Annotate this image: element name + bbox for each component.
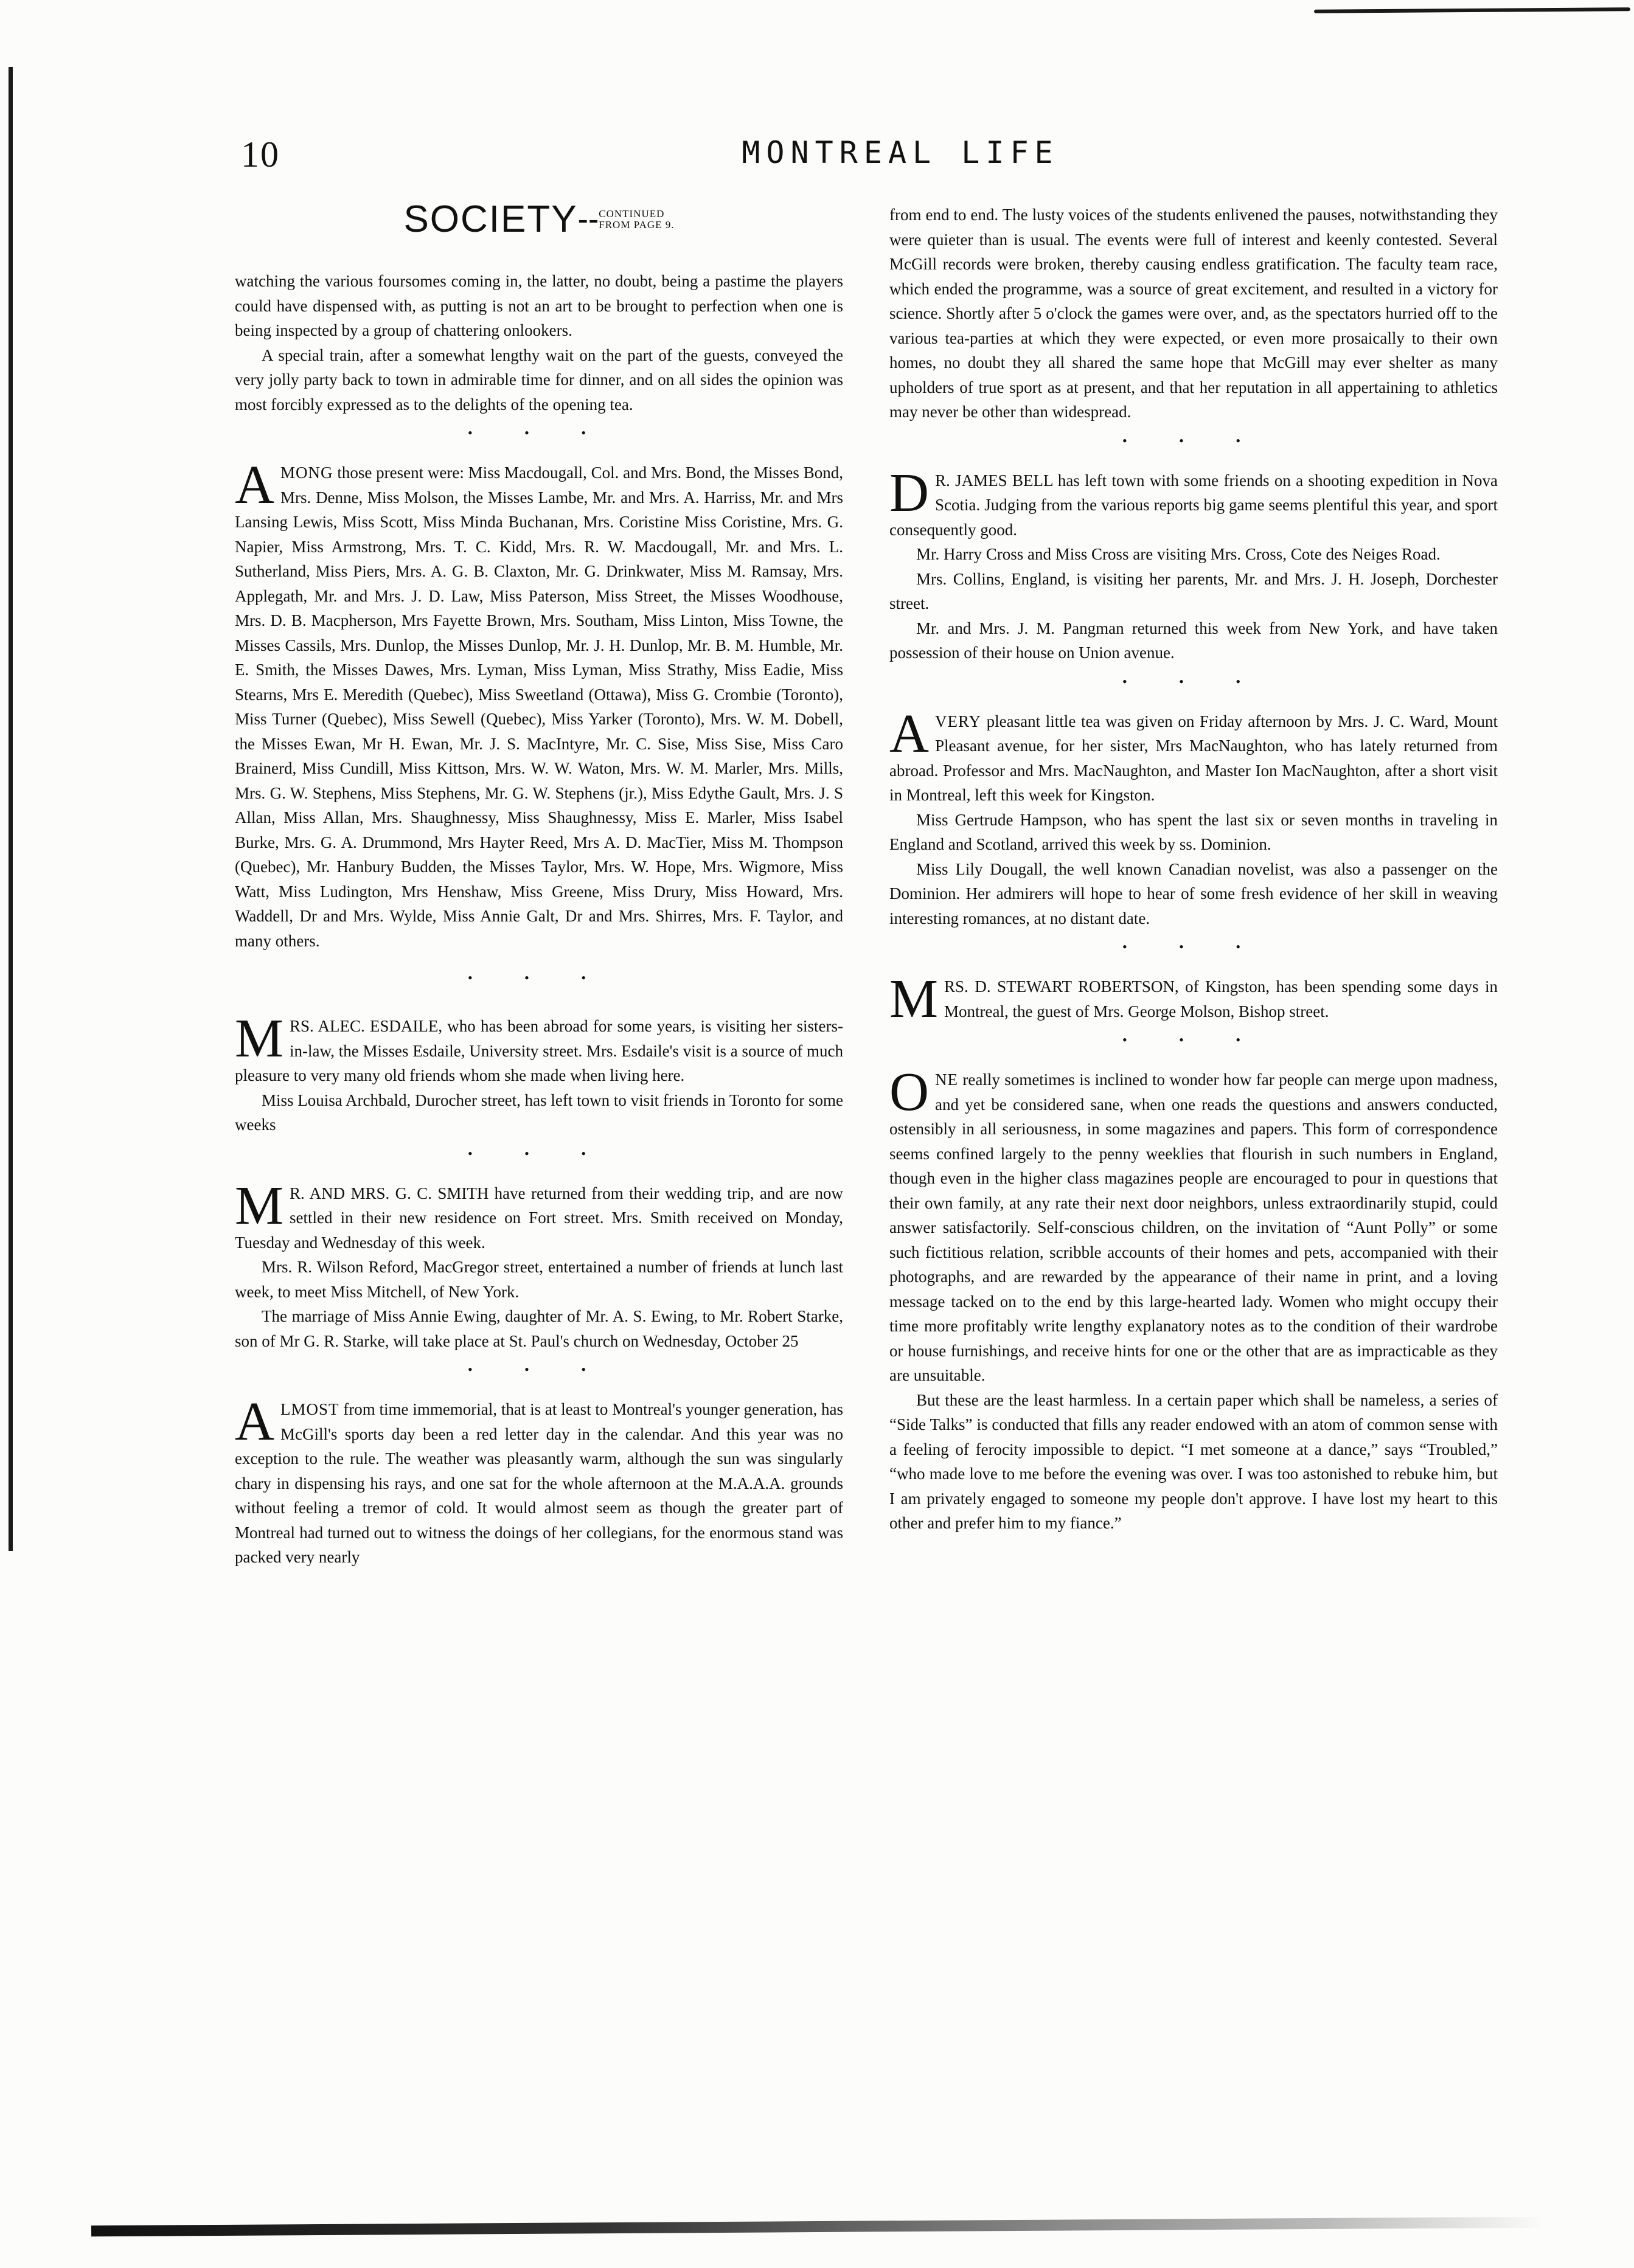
bell-paragraph bbox=[889, 462, 1498, 543]
among-paragraph bbox=[235, 455, 843, 953]
drop-cap: M bbox=[889, 969, 939, 1029]
pangman-paragraph: Mr. and Mrs. J. M. Pangman returned this week from New York, and have taken possession of their house on Union avenue. bbox=[889, 619, 1498, 662]
tea-paragraph bbox=[889, 703, 1498, 808]
drop-cap: D bbox=[889, 462, 929, 523]
sports-continued-paragraph: from end to end. The lusty voices of the students enlivened the pauses, notwithstanding they were quieter than is usual. The events were full of interest and keenly contested. Several McGill records were broken, thereby causing endless gratification. The faculty team race, which ended the programme, was a source of great excitement, and resulted in a victory for science. Shortly after 5 o'clock the games were over, and, as the spectators hurried off to the various tea-parties at which they were expected, or even more prosaically to their own homes, no doubt they all shared the same hope that McGill may ever shelter as many upholders of true sport as at present, and that her reputation in all appertaining to athletics may never be other than widespread. bbox=[889, 206, 1498, 421]
separator-dots: • • • bbox=[467, 425, 611, 440]
dougall-paragraph: Miss Lily Dougall, the well known Canadian novelist, was also a passenger on the Dominion. Her admirers will hope to hear of some fresh evidence of her skill in weaving interesting romances, at no distant date. bbox=[889, 859, 1498, 928]
lead-in: R. JAMES BELL bbox=[935, 471, 1053, 490]
lead-in: MONG bbox=[280, 463, 333, 482]
separator-dots: • • • bbox=[1122, 1032, 1265, 1047]
lead-in: LMOST bbox=[280, 1400, 339, 1418]
robertson-paragraph bbox=[889, 969, 1498, 1029]
correspondence-paragraph bbox=[889, 1062, 1498, 1388]
society-title: SOCIETY bbox=[403, 198, 578, 240]
golf-paragraph: watching the various foursomes coming in, the latter, no doubt, being a pastime the players could have dispensed with, as putting is not an art to be brought to perfection when one is being inspected by a group of chattering onlookers. bbox=[235, 272, 843, 339]
paragraph-body: those present were: Miss Macdougall, Col. and Mrs. Bond, the Misses Bond, Mrs. Denne, Miss Molson, the Misses Lambe, Mr. and Mrs. A. Harriss, Mr. and Mrs Lansing Lewis, Miss Scott, Miss Minda Buchanan, Mrs. Coristine Miss Coristine, Mrs. G. Napier, Miss Armstrong, Mrs. T. C. Kidd, Mrs. R. W. Macdougall, Mr. and Mrs. L. Sutherland, Miss Piers, Mrs. A. G. B. Claxton, Mr. G. Drinkwater, Miss M. Ramsay, Mrs. Applegath, Mr. and Mrs. J. D. Law, Miss Paterson, Miss Street, the Misses Woodhouse, Mrs. D. B. Macpherson, Mrs Fayette Brown, Mrs. Southam, Miss Linton, Miss Towne, the Misses Cassils, Mrs. Dunlop, the Misses Dunlop, Mr. J. H. Dunlop, Mr. B. M. Humble, Mr. E. Smith, the Misses Dawes, Mrs. Lyman, Miss Lyman, Miss Strathy, Miss Eadie, Miss Stearns, Mrs E. Meredith (Quebec), Miss Sweetland (Ottawa), Miss G. Crombie (Toronto), Miss Turner (Quebec), Miss Sewell (Quebec), Miss Yarker (Toronto), Mrs. W. M. Dobell, the Misses Ewan, Mr H. Ewan, Mr. J. S. MacIntyre, Mr. C. Sise, Miss Sise, Miss Caro Brainerd, Miss Cundill, Miss Kittson, Mrs. W. W. Waton, Mrs. W. M. Marler, Mrs. Mills, Mrs. G. W. Stephens, Miss Stephens, Mr. G. W. Stephens (jr.), Miss Edythe Gault, Mrs. J. S Allan, Miss Allan, Mrs. Shaughnessy, Miss Shaughnessy, Miss E. Marler, Miss Isabel Burke, Mrs. G. A. Drummond, Mrs Hayter Reed, Mrs A. D. MacTier, Miss M. Thompson (Quebec), Mr. Hanbury Budden, the Misses Taylor, Mrs. W. Hope, Mrs. Wigmore, Miss Watt, Miss Ludington, Mrs Henshaw, Miss Greene, Miss Drury, Miss Howard, Mrs. Waddell, Dr and Mrs. Wylde, Miss Annie Galt, Dr and Mrs. Shirres, Mrs. F. Taylor, and many others. bbox=[235, 463, 843, 950]
lead-in: RS. D. STEWART ROBERTSON, bbox=[944, 977, 1179, 996]
separator-dots: • • • bbox=[467, 970, 611, 985]
scan-artifact-top bbox=[1314, 7, 1630, 13]
separator-dots: • • • bbox=[467, 1145, 611, 1161]
drop-cap: A bbox=[235, 1392, 274, 1452]
society-heading bbox=[235, 198, 843, 240]
running-head: MONTREAL LIFE bbox=[742, 135, 1059, 170]
society-dash: -- bbox=[577, 202, 599, 237]
separator-dots: • • • bbox=[467, 1362, 611, 1377]
esdaile-paragraph bbox=[235, 1008, 843, 1088]
sports-day-paragraph bbox=[235, 1392, 843, 1570]
scan-artifact-left bbox=[9, 67, 13, 1551]
separator-dots: • • • bbox=[1122, 673, 1265, 689]
right-column bbox=[889, 203, 1498, 1536]
drop-cap: A bbox=[235, 455, 274, 515]
drop-cap: O bbox=[889, 1062, 929, 1122]
hampson-paragraph: Miss Gertrude Hampson, who has spent the last six or seven months in traveling in England and Scotland, arrived this week by ss. Dominion. bbox=[889, 810, 1498, 853]
paragraph-body: really sometimes is inclined to wonder how far people can merge upon madness, and yet be considered sane, when one reads the questions and answers conducted, ostensibly in all seriousness, in some magazines and papers. This form of correspondence seems confined largely to the penny weeklies that flourish in such numbers in England, though even in the higher class magazines people are encouraged to pour in questions that their own family, at any rate their next door neighbors, unless extraordinarily stupid, could answer satisfactorily. Self-conscious children, on the invitation of “Aunt Polly” or some such fictitious relation, scribble accounts of their homes and pets, accompanied with their photographs, and are rewarded by the appearance of their name in print, and a loving message tacked on to the end by this large-hearted lady. Women who might occupy their time more profitably write lengthy explanatory notes as to the condition of their wardrobe or house furnishings, and receive hints for one or the other that are as impracticable as they are unsuitable. bbox=[889, 1070, 1498, 1384]
lead-in: R. AND MRS. G. C. SMITH bbox=[290, 1184, 489, 1202]
paragraph-body: who has been abroad for some years, is visiting her sisters-in-law, the Misses Esdaile, University street. Mrs. Esdaile's visit is a source of much pleasure to very many old friends whom she made when living here. bbox=[235, 1017, 843, 1084]
paragraph-body: from time immemorial, that is at least to Montreal's younger generation, has McGill's sports day been a red letter day in the calendar. And this year was no exception to the rule. The weather was pleasantly warm, although the sun was singularly chary in dispensing his rays, and one sat for the whole afternoon at the M.A.A.A. grounds without feeling a tremor of cold. It would almost seem as though the greater part of Montreal had turned out to witness the doings of her collegians, for the enormous stand was packed very nearly bbox=[235, 1400, 843, 1566]
continued-line: CONTINUED bbox=[599, 208, 665, 220]
continued-note bbox=[599, 209, 674, 231]
collins-paragraph: Mrs. Collins, England, is visiting her parents, Mr. and Mrs. J. H. Joseph, Dorchester street. bbox=[889, 569, 1498, 612]
side-talks-paragraph: But these are the least harmless. In a certain paper which shall be nameless, a series of “Side Talks” is conducted that fills any reader endowed with an atom of common sense with a feeling of ferocity impossible to depict. “I met someone at a dance,” says “Troubled,” “who made love to me before the evening was over. I was too astonished to rebuke him, but I am privately engaged to someone my people don't approve. I have lost my heart to this other and prefer him to my fiance.” bbox=[889, 1390, 1498, 1532]
separator-dots: • • • bbox=[1122, 432, 1265, 448]
lead-in: RS. ALEC. ESDAILE, bbox=[290, 1017, 443, 1035]
lead-in: VERY bbox=[935, 712, 982, 730]
paragraph-body: pleasant little tea was given on Friday afternoon by Mrs. J. C. Ward, Mount Pleasant avenue, for her sister, Mrs MacNaughton, who has lately returned from abroad. Professor and Mrs. MacNaughton, and Master Ion MacNaughton, after a short visit in Montreal, left this week for Kingston. bbox=[889, 712, 1498, 804]
left-column bbox=[235, 198, 843, 1570]
lead-in: NE bbox=[935, 1070, 958, 1089]
drop-cap: A bbox=[889, 703, 929, 764]
drop-cap: M bbox=[235, 1008, 284, 1069]
paragraph-body: of Kingston, has been spending some days in Montreal, the guest of Mrs. George Molson, Bishop street. bbox=[944, 977, 1498, 1021]
drop-cap: M bbox=[235, 1175, 284, 1236]
page-number: 10 bbox=[241, 134, 280, 175]
ewing-paragraph: The marriage of Miss Annie Ewing, daughter of Mr. A. S. Ewing, to Mr. Robert Starke, son of Mr G. R. Starke, will take place at St. Paul's church on Wednesday, October 25 bbox=[235, 1307, 843, 1350]
cross-paragraph: Mr. Harry Cross and Miss Cross are visiting Mrs. Cross, Cote des Neiges Road. bbox=[916, 545, 1441, 563]
paragraph-body: have returned from their wedding trip, and are now settled in their new residence on Fort street. Mrs. Smith received on Monday, Tuesday and Wednesday of this week. bbox=[235, 1184, 843, 1252]
from-page-line: FROM PAGE 9. bbox=[599, 219, 675, 231]
smith-paragraph bbox=[235, 1175, 843, 1255]
archbald-paragraph: Miss Louisa Archbald, Durocher street, has left town to visit friends in Toronto for some weeks bbox=[235, 1091, 843, 1134]
reford-paragraph: Mrs. R. Wilson Reford, MacGregor street, entertained a number of friends at lunch last week, to meet Miss Mitchell, of New York. bbox=[235, 1258, 843, 1301]
separator-dots: • • • bbox=[1122, 939, 1265, 954]
paragraph-body: has left town with some friends on a shooting expedition in Nova Scotia. Judging from the various reports big game seems plentiful this year, and sport consequently good. bbox=[889, 471, 1498, 539]
scan-artifact-bottom bbox=[91, 2217, 1545, 2237]
train-paragraph: A special train, after a somewhat lengthy wait on the part of the guests, conveyed the very jolly party back to town in admirable time for dinner, and on all sides the opinion was most forcibly expressed as to the delights of the opening tea. bbox=[235, 345, 843, 414]
